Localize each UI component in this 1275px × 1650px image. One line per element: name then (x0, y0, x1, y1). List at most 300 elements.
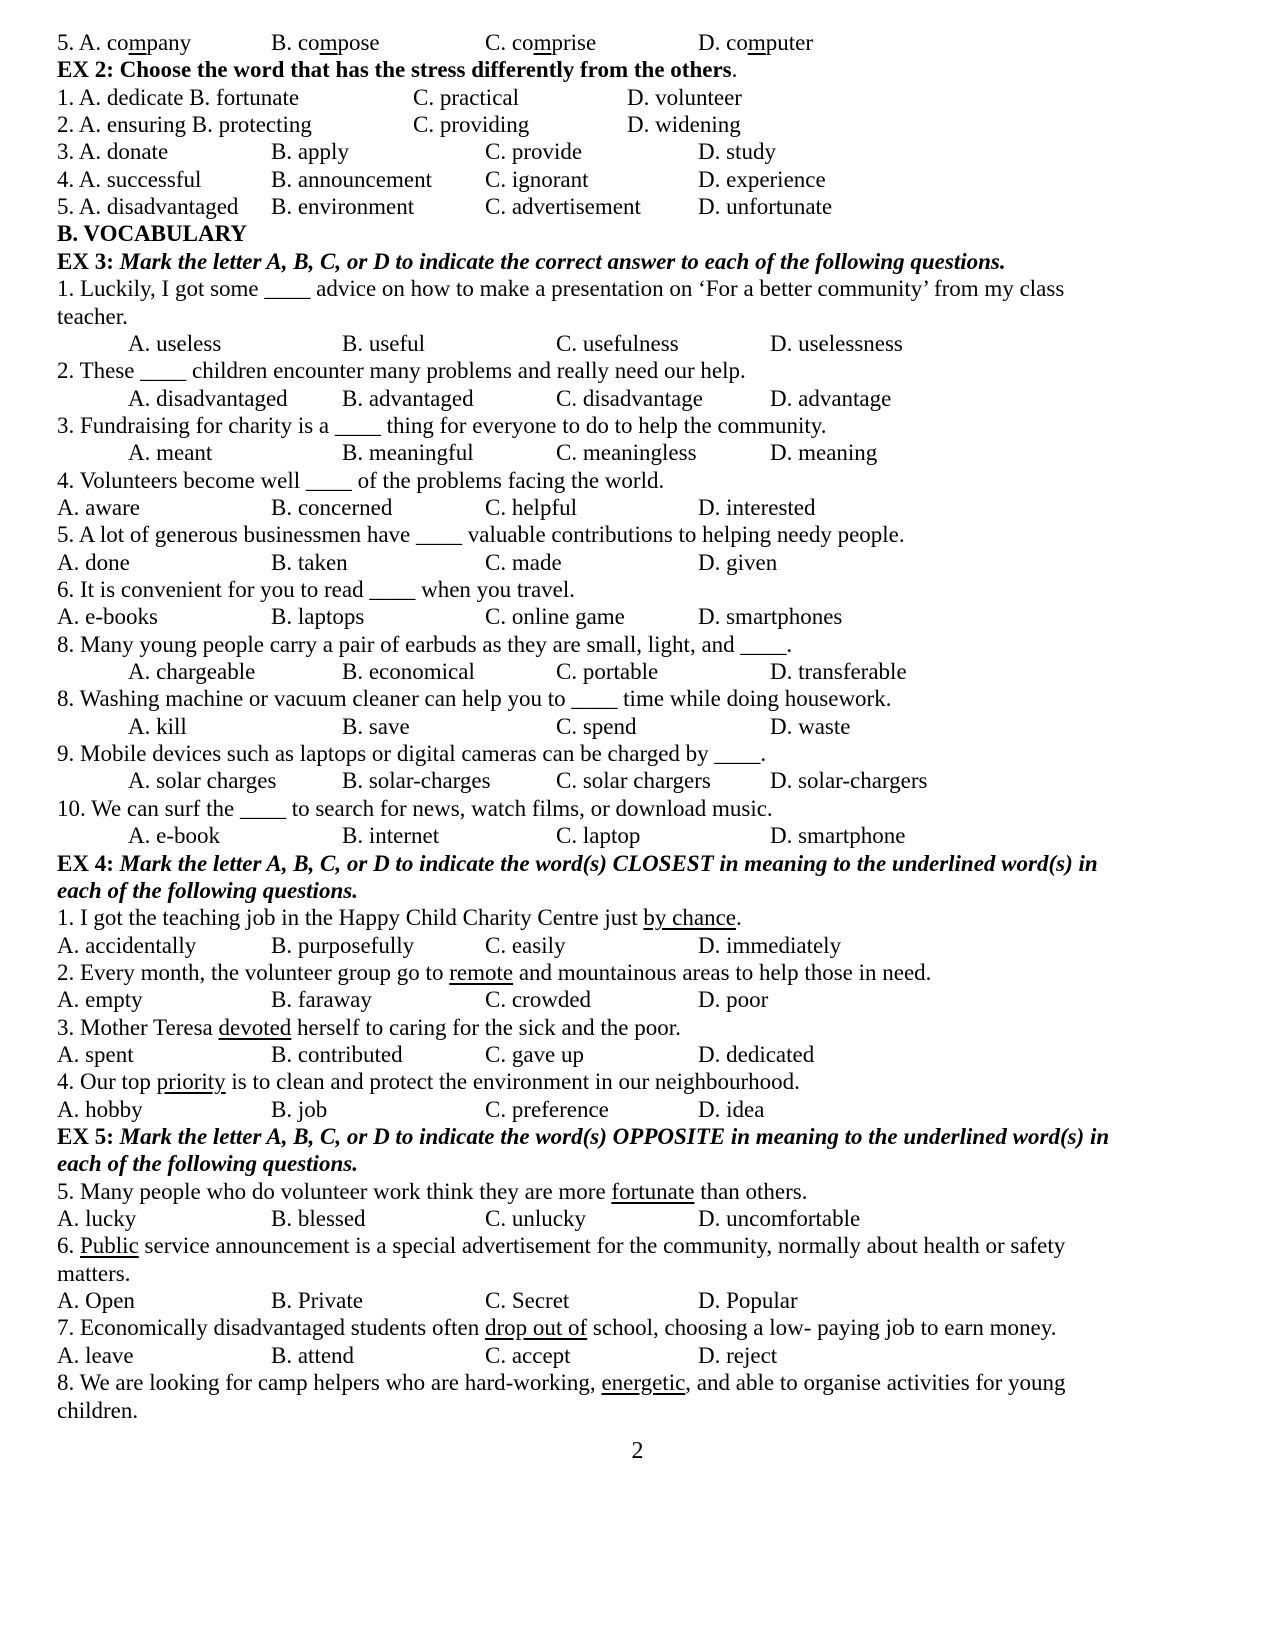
line-text (57, 1313, 1056, 1342)
answer-option (556, 657, 658, 686)
line-text (57, 876, 358, 905)
text-segment: 1. Luckily, I got some ____ advice on how to make a presentation on ‘For a better community’ from my class (57, 276, 1065, 302)
text-segment: B. advantaged (342, 385, 474, 411)
text-segment: C. online game (485, 604, 625, 630)
answer-option (271, 1341, 354, 1370)
answer-option (485, 985, 591, 1014)
text-segment: B. purposefully (271, 932, 415, 958)
answer-options-row (0, 83, 1275, 112)
question-text (0, 411, 1275, 440)
answer-option (698, 1341, 777, 1370)
text-segment: D. given (698, 549, 778, 575)
answer-options-row (0, 1286, 1275, 1315)
question-text (0, 1067, 1275, 1096)
answer-option (698, 192, 832, 221)
text-segment: B. apply (271, 139, 349, 165)
page-number: 2 (631, 1438, 644, 1464)
answer-options-row (0, 438, 1275, 467)
question-text (0, 794, 1275, 823)
question-text (0, 1259, 1275, 1288)
text-segment: 5. Many people who do volunteer work think they are more (57, 1178, 612, 1204)
text-segment: C. made (485, 549, 562, 575)
line-text (57, 739, 766, 768)
instruction-text: Mark the letter A, B, C, or D to indicate the correct answer to each of the following questions. (119, 248, 1006, 274)
answer-option (698, 493, 816, 522)
text-segment: 8. Many young people carry a pair of earbuds as they are small, light, and ____. (57, 631, 793, 657)
instruction-text: B. VOCABULARY (57, 221, 247, 247)
text-segment: D. co (698, 30, 748, 55)
text-segment: 5. A. co (57, 30, 129, 55)
line-text (57, 411, 827, 440)
answer-option (128, 329, 221, 358)
line-text (57, 356, 746, 385)
text-segment: . (731, 57, 738, 83)
answer-options-row (0, 985, 1275, 1014)
answer-options-row (0, 384, 1275, 413)
line-text (57, 1396, 138, 1425)
exercise-heading (0, 876, 1275, 905)
line-text (57, 794, 773, 823)
text-segment: B. solar-charges (342, 768, 491, 794)
text-segment: 2. These ____ children encounter many problems and really need our help. (57, 358, 746, 384)
answer-option (271, 1040, 403, 1069)
answer-option (57, 602, 158, 631)
question-text (0, 739, 1275, 768)
question-text (0, 520, 1275, 549)
answer-option (57, 165, 201, 194)
underlined-word: m (533, 30, 552, 55)
line-text (57, 274, 1064, 303)
exercise-heading (0, 849, 1275, 878)
answer-option (271, 1286, 363, 1315)
question-text (0, 466, 1275, 495)
answer-options-row (0, 1204, 1275, 1233)
answer-option (128, 821, 220, 850)
answer-option (485, 548, 562, 577)
text-segment: A. spent (57, 1041, 134, 1067)
question-text (0, 1231, 1275, 1260)
text-segment: D. smartphones (698, 604, 843, 630)
text-segment: B. faraway (271, 987, 372, 1013)
instruction-text: each of the following questions. (57, 1151, 358, 1177)
text-segment: 6. (57, 1233, 80, 1259)
text-segment: 5. A. disadvantaged (57, 194, 239, 220)
answer-option (342, 329, 425, 358)
answer-option (556, 766, 711, 795)
text-segment: A. Open (57, 1288, 135, 1314)
text-segment: C. spend (556, 713, 637, 739)
text-segment: 3. Mother Teresa (57, 1014, 219, 1040)
answer-option (57, 493, 140, 522)
answer-option (698, 985, 768, 1014)
underlined-word: drop out of (484, 1315, 588, 1341)
answer-option (556, 329, 679, 358)
text-segment: D. dedicated (698, 1041, 815, 1067)
answer-option (57, 1040, 134, 1069)
text-segment: is to clean and protect the environment in our neighbourhood. (225, 1069, 800, 1095)
text-segment: D. solar-chargers (770, 768, 928, 794)
underlined-word: Public (80, 1233, 139, 1259)
text-segment: A. e-books (57, 604, 158, 630)
text-segment: B. co (271, 30, 320, 55)
answer-option (698, 137, 776, 166)
line-text (57, 849, 1098, 878)
text-segment: . (736, 905, 742, 931)
text-segment: 4. Our top (57, 1069, 157, 1095)
answer-option (342, 657, 475, 686)
line-text (57, 1177, 808, 1206)
answer-option (128, 766, 276, 795)
underlined-word: m (128, 30, 147, 55)
answer-option (627, 110, 741, 139)
text-segment: 1. A. dedicate B. fortunate (57, 84, 300, 110)
answer-options-row (0, 1341, 1275, 1370)
question-text (0, 1013, 1275, 1042)
line-text (57, 1067, 800, 1096)
text-segment: A. leave (57, 1342, 134, 1368)
answer-option (271, 931, 414, 960)
answer-option (770, 438, 877, 467)
answer-option (556, 821, 640, 850)
line-text (57, 575, 575, 604)
answer-option (342, 712, 410, 741)
question-text (0, 274, 1275, 303)
text-segment: D. interested (698, 494, 816, 520)
text-segment: teacher. (57, 303, 128, 329)
question-text (0, 356, 1275, 385)
line-text (57, 958, 931, 987)
answer-option (485, 137, 582, 166)
text-segment: 6. It is convenient for you to read ____ when you travel. (57, 577, 576, 602)
answer-options-row (0, 329, 1275, 358)
answer-options-row (0, 1095, 1275, 1124)
line-text (57, 55, 737, 84)
answer-option (556, 438, 697, 467)
answer-option (770, 329, 903, 358)
answer-option (57, 1204, 136, 1233)
line-text (57, 684, 891, 713)
question-text (0, 630, 1275, 659)
answer-option (128, 712, 187, 741)
answer-option (57, 83, 299, 112)
text-segment: A. empty (57, 987, 143, 1013)
answer-option (271, 1204, 366, 1233)
text-segment: D. study (698, 139, 776, 165)
text-segment: A. chargeable (128, 659, 256, 685)
question-text (0, 1313, 1275, 1342)
instruction-text: Mark the letter A, B, C, or D to indicate the word(s) CLOSEST in meaning to the underlined word(s) in (119, 850, 1098, 876)
question-text (0, 684, 1275, 713)
text-segment: 2. A. ensuring B. protecting (57, 112, 312, 138)
text-segment: A. solar charges (128, 768, 277, 794)
question-text (0, 958, 1275, 987)
underlined-word: by chance (643, 905, 736, 931)
answer-option (271, 602, 364, 631)
text-segment: 3. A. donate (57, 139, 169, 165)
answer-option (57, 1095, 143, 1124)
answer-options-row (0, 493, 1275, 522)
answer-option (485, 493, 577, 522)
text-segment: C. helpful (485, 494, 577, 520)
text-segment: C. provide (485, 139, 583, 165)
line-text (57, 1122, 1109, 1151)
answer-options-row (0, 28, 1275, 57)
answer-option (342, 438, 474, 467)
answer-options-row (0, 548, 1275, 577)
underlined-word: fortunate (611, 1178, 695, 1204)
text-segment: B. contributed (271, 1041, 403, 1067)
instruction-text: Mark the letter A, B, C, or D to indicate the word(s) OPPOSITE in meaning to the underlined word(s) in (119, 1124, 1110, 1149)
text-segment: C. solar chargers (556, 768, 711, 794)
text-segment: D. widening (627, 112, 741, 138)
answer-option (271, 548, 348, 577)
text-segment: service announcement is a special advertisement for the community, normally about health or safety (138, 1233, 1066, 1259)
answer-option (57, 192, 238, 221)
underlined-word: devoted (218, 1014, 292, 1040)
text-segment: A. useless (128, 330, 222, 356)
question-text (0, 1368, 1275, 1397)
answer-options-row (0, 657, 1275, 686)
underlined-word: energetic (601, 1370, 686, 1396)
line-text (57, 1368, 1066, 1397)
line-text (57, 1013, 681, 1042)
line-text (57, 302, 128, 331)
answer-option (485, 1286, 569, 1315)
text-segment: 8. We are looking for camp helpers who are hard-working, (57, 1370, 602, 1396)
answer-option (413, 110, 529, 139)
text-segment: pany (146, 30, 192, 55)
text-segment: B. job (271, 1096, 328, 1122)
answer-option (698, 28, 813, 57)
answer-option (342, 821, 439, 850)
text-segment: C. meaningless (556, 440, 697, 466)
text-segment: A. e-book (128, 823, 220, 849)
answer-options-row (0, 192, 1275, 221)
text-segment: D. unfortunate (698, 194, 833, 220)
underlined-word: m (319, 30, 338, 55)
answer-option (342, 766, 491, 795)
text-segment: A. hobby (57, 1096, 143, 1122)
answer-options-row (0, 110, 1275, 139)
text-segment: C. usefulness (556, 330, 679, 356)
answer-option (698, 1204, 860, 1233)
text-segment: B. announcement (271, 166, 432, 192)
text-segment: D. poor (698, 987, 769, 1013)
text-segment: 2. Every month, the volunteer group go to (57, 959, 450, 985)
exercise-heading (0, 247, 1275, 276)
instruction-text: each of the following questions. (57, 877, 358, 903)
text-segment: D. smartphone (770, 823, 906, 849)
instruction-text: EX 2: Choose the word that has the stress differently from the others (57, 57, 732, 83)
text-segment: C. crowded (485, 987, 592, 1013)
question-text (0, 903, 1275, 932)
answer-option (698, 1286, 798, 1315)
text-segment: D. Popular (698, 1288, 798, 1314)
text-segment: 9. Mobile devices such as laptops or digital cameras can be charged by ____. (57, 741, 767, 767)
text-segment: C. ignorant (485, 166, 589, 192)
text-segment: prise (551, 30, 597, 55)
answer-option (556, 712, 637, 741)
answer-option (770, 712, 850, 741)
answer-option (485, 1204, 586, 1233)
text-segment: pose (337, 30, 380, 55)
text-segment: B. Private (271, 1288, 363, 1314)
text-segment: 4. A. successful (57, 166, 202, 192)
answer-option (770, 766, 928, 795)
text-segment: , and able to organise activities for young (685, 1370, 1066, 1396)
question-text (0, 1396, 1275, 1425)
text-segment: B. useful (342, 330, 426, 356)
instruction-text: EX 5: (57, 1124, 120, 1149)
answer-options-row (0, 1040, 1275, 1069)
text-segment: C. portable (556, 659, 659, 685)
text-segment: C. advertisement (485, 194, 641, 220)
answer-option (770, 821, 905, 850)
text-segment: A. lucky (57, 1206, 137, 1232)
answer-option (57, 1341, 134, 1370)
text-segment: B. blessed (271, 1206, 366, 1232)
text-segment: B. internet (342, 823, 440, 849)
text-segment: 4. Volunteers become well ____ of the problems facing the world. (57, 467, 665, 493)
text-segment: C. co (485, 30, 534, 55)
answer-option (770, 657, 907, 686)
answer-option (271, 985, 372, 1014)
answer-option (128, 384, 288, 413)
answer-option (485, 1341, 571, 1370)
text-segment: C. practical (413, 84, 520, 110)
answer-option (271, 28, 380, 57)
text-segment: B. meaningful (342, 440, 474, 466)
text-segment: B. taken (271, 549, 348, 575)
text-segment: 10. We can surf the ____ to search for news, watch films, or download music. (57, 795, 773, 821)
answer-option (485, 602, 625, 631)
answer-option (485, 1095, 609, 1124)
line-text (57, 247, 1006, 276)
answer-option (57, 137, 168, 166)
answer-option (128, 438, 212, 467)
text-segment: B. concerned (271, 494, 393, 520)
text-segment: A. aware (57, 494, 141, 520)
answer-option (57, 110, 312, 139)
line-text (57, 1259, 130, 1288)
answer-option (271, 1095, 327, 1124)
answer-option (57, 985, 143, 1014)
text-segment: C. preference (485, 1096, 609, 1122)
text-segment: A. done (57, 549, 130, 575)
text-segment: A. disadvantaged (128, 385, 288, 411)
answer-option (57, 1286, 135, 1315)
answer-option (128, 657, 255, 686)
line-text (57, 1149, 358, 1178)
text-segment: C. accept (485, 1342, 571, 1368)
answer-option (556, 384, 703, 413)
answer-option (413, 83, 519, 112)
text-segment: D. uncomfortable (698, 1206, 861, 1232)
text-segment: B. save (342, 713, 410, 739)
answer-option (485, 1040, 584, 1069)
instruction-text: EX 4: (57, 850, 120, 876)
text-segment: D. volunteer (627, 84, 742, 110)
line-text (57, 520, 905, 549)
text-segment: C. providing (413, 112, 530, 138)
text-segment: school, choosing a low- paying job to earn money. (587, 1315, 1057, 1341)
line-text (57, 219, 247, 248)
exercise-heading (0, 1149, 1275, 1178)
text-segment: 1. I got the teaching job in the Happy Child Charity Centre just (57, 905, 644, 931)
text-segment: C. disadvantage (556, 385, 703, 411)
text-segment: matters. (57, 1260, 131, 1286)
text-segment: B. attend (271, 1342, 355, 1368)
text-segment: than others. (694, 1178, 808, 1204)
answer-options-row (0, 137, 1275, 166)
line-text (57, 903, 742, 932)
text-segment: B. laptops (271, 604, 365, 630)
answer-options-row (0, 602, 1275, 631)
text-segment: 3. Fundraising for charity is a ____ thing for everyone to do to help the community. (57, 412, 827, 438)
answer-option (698, 931, 841, 960)
underlined-word: remote (449, 959, 514, 985)
answer-option (627, 83, 742, 112)
text-segment: A. accidentally (57, 932, 197, 958)
answer-option (57, 931, 196, 960)
text-segment: A. meant (128, 440, 213, 466)
answer-option (342, 384, 474, 413)
text-segment: D. advantage (770, 385, 892, 411)
text-segment: 7. Economically disadvantaged students often (57, 1315, 485, 1341)
answer-option (770, 384, 891, 413)
text-segment: C. laptop (556, 823, 641, 849)
answer-option (57, 28, 191, 57)
line-text (57, 630, 792, 659)
answer-option (271, 165, 432, 194)
text-segment: C. easily (485, 932, 566, 958)
answer-option (698, 1040, 814, 1069)
text-segment: D. transferable (770, 659, 907, 685)
text-segment: D. reject (698, 1342, 778, 1368)
text-segment: C. unlucky (485, 1206, 586, 1232)
text-segment: D. idea (698, 1096, 765, 1122)
answer-option (57, 548, 130, 577)
answer-option (698, 602, 842, 631)
text-segment: herself to caring for the sick and the poor. (291, 1014, 681, 1040)
answer-option (271, 493, 392, 522)
answer-option (698, 1095, 764, 1124)
text-segment: D. uselessness (770, 330, 903, 356)
line-text (57, 466, 664, 495)
answer-options-row (0, 821, 1275, 850)
exercise-heading (0, 55, 1275, 84)
text-segment: D. immediately (698, 932, 842, 958)
line-text (57, 1231, 1065, 1260)
text-segment: children. (57, 1397, 139, 1423)
text-segment: B. economical (342, 659, 475, 685)
answer-option (485, 28, 596, 57)
text-segment: puter (765, 30, 813, 55)
answer-option (698, 165, 826, 194)
answer-option (271, 137, 349, 166)
text-segment: 5. A lot of generous businessmen have ____ valuable contributions to helping needy people. (57, 522, 905, 548)
instruction-text: EX 3: (57, 248, 120, 274)
answer-option (485, 931, 566, 960)
text-segment: A. kill (128, 713, 187, 739)
text-segment: C. Secret (485, 1288, 570, 1314)
text-segment: B. environment (271, 194, 415, 220)
exercise-heading (0, 1122, 1275, 1151)
text-segment: C. gave up (485, 1041, 585, 1067)
answer-option (698, 548, 777, 577)
text-segment: D. meaning (770, 440, 878, 466)
exercise-heading (0, 219, 1275, 248)
